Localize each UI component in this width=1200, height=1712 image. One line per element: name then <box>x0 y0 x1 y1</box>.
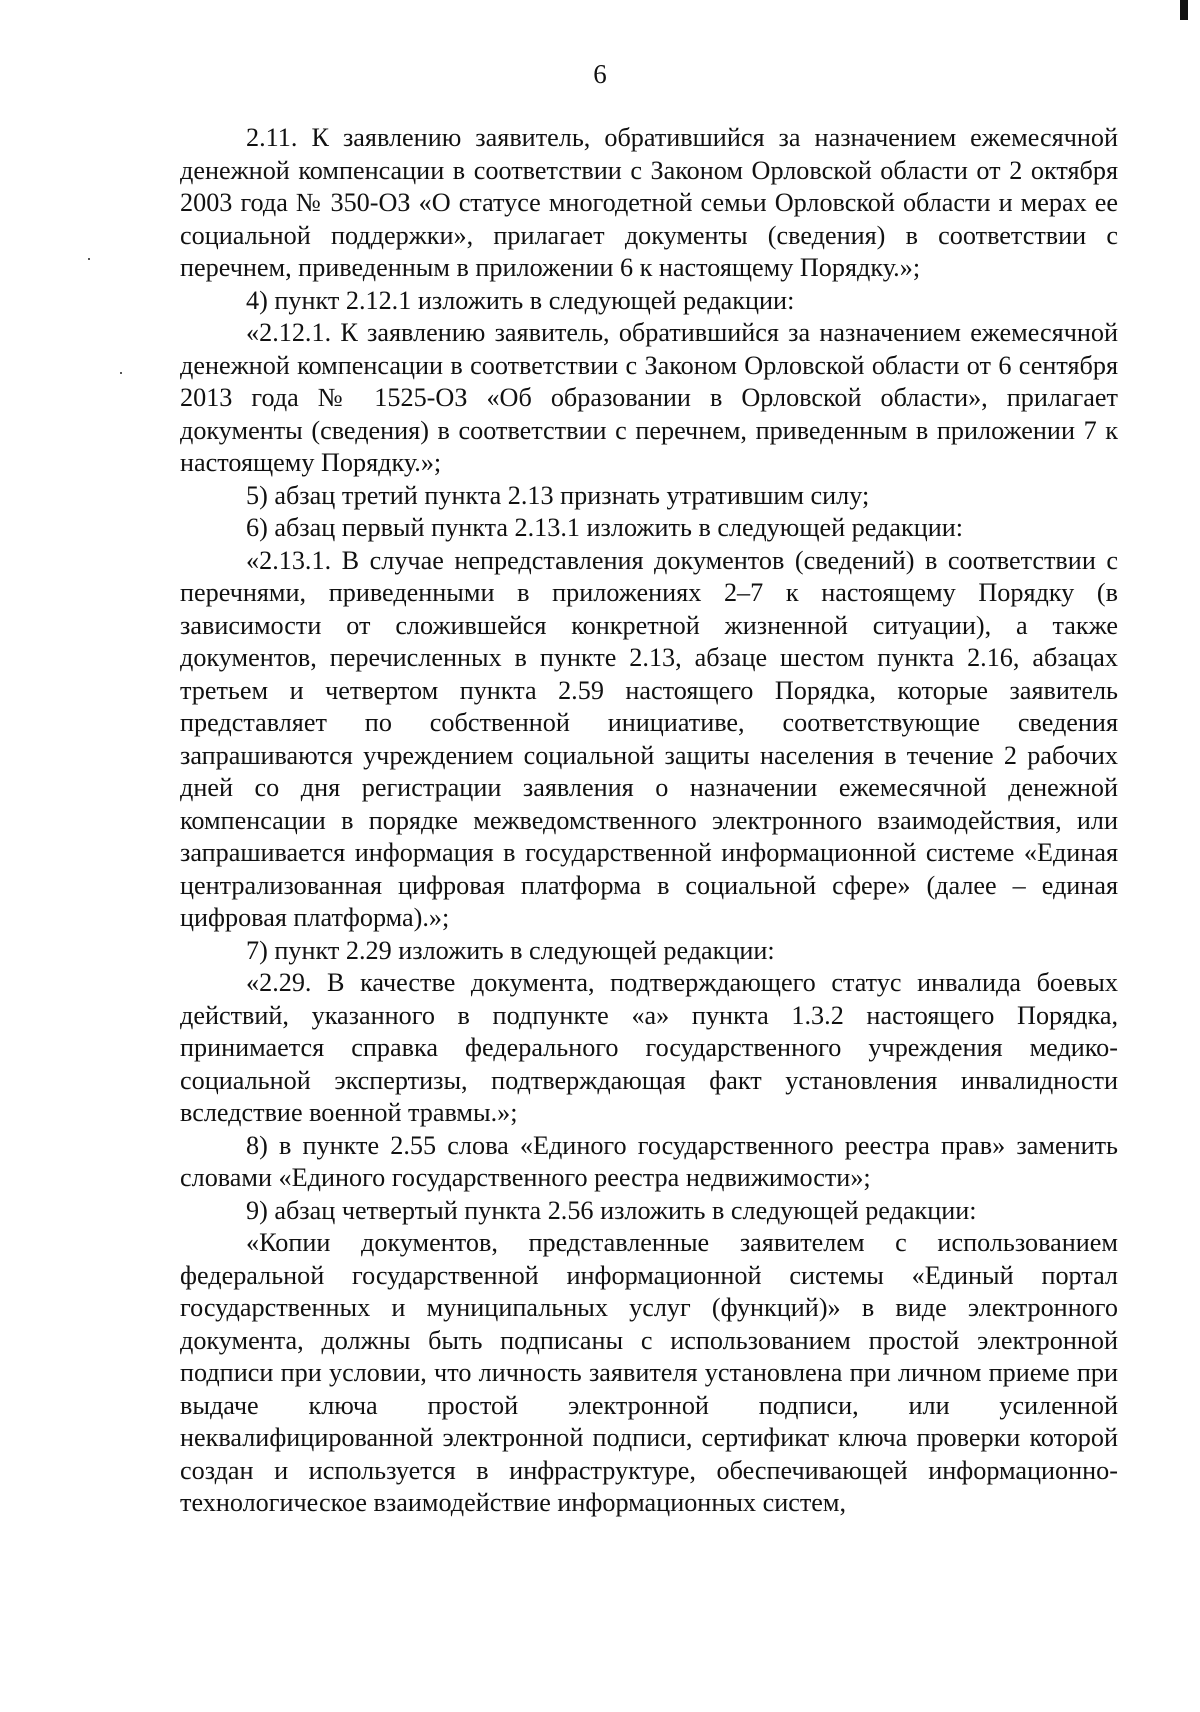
paragraph-2-56-quote: «Копии документов, представленные заявителем с использованием федеральной государственной информационной системы «Единый портал государственных и муниципальных услуг (функций)» в виде электронного документа, должны быть подписаны с использованием простой электронной подписи при условии, что личность заявителя установлена при личном приеме при выдаче ключа простой электронной подписи, или усиленной неквалифицированной электронной подписи, сертификат ключа проверки которой создан и используется в инфраструктуре, обеспечивающей информационно-технологическое взаимодействие информационных систем, <box>180 1228 1118 1517</box>
paragraph-2-13-1: «2.13.1. В случае непредставления документов (сведений) в соответствии с перечнями, приведенными в приложениях 2–7 к настоящему Порядку (в зависимости от сложившейся конкретной жизненной ситуации), а также документов, перечисленных в пункте 2.13, абзаце шестом пункта 2.16, абзацах третьем и четвертом пункта 2.59 настоящего Порядка, которые заявитель представляет по собственной инициативе, соответствующие сведения запрашиваются учреждением социальной защиты населения в течение 2 рабочих дней со дня регистрации заявления о назначении ежемесячной денежной компенсации в порядке межведомственного электронного взаимодействия, или запрашивается информация в государственной информационной системе «Единая централизованная цифровая платформа в социальной сфере» (далее – единая цифровая платформа).»; <box>180 545 1118 932</box>
paragraph-item-4: 4) пункт 2.12.1 изложить в следующей редакции: <box>246 285 795 315</box>
page-number: 6 <box>593 59 607 89</box>
document-body <box>180 122 1118 1520</box>
paragraph-2-12-1: «2.12.1. К заявлению заявитель, обратившийся за назначением ежемесячной денежной компенсации в соответствии с Законом Орловской области от 6 сентября 2013 года № 1525-ОЗ «Об образовании в Орловской области», прилагает документы (сведения) в соответствии с перечнем, приведенным в приложении 7 к настоящему Порядку.»; <box>180 318 1118 477</box>
paragraph-2-29: «2.29. В качестве документа, подтверждающего статус инвалида боевых действий, указанного в подпункте «а» пункта 1.3.2 настоящего Порядка, принимается справка федерального государственного учреждения медико-социальной экспертизы, подтверждающая факт установления инвалидности вследствие военной травмы.»; <box>180 968 1118 1127</box>
scan-corner-mark <box>1180 0 1188 20</box>
paragraph-item-8: 8) в пункте 2.55 слова «Единого государственного реестра прав» заменить словами «Единого государственного реестра недвижимости»; <box>180 1130 1118 1192</box>
paragraph-2-11: 2.11. К заявлению заявитель, обратившийся за назначением ежемесячной денежной компенсации в соответствии с Законом Орловской области от 2 октября 2003 года № 350-ОЗ «О статусе многодетной семьи Орловской области и мерах ее социальной поддержки», прилагает документы (сведения) в соответствии с перечнем, приведенным в приложении 6 к настоящему Порядку.»; <box>180 123 1118 282</box>
paragraph-item-7: 7) пункт 2.29 изложить в следующей редакции: <box>246 935 775 965</box>
paragraph-item-6: 6) абзац первый пункта 2.13.1 изложить в следующей редакции: <box>246 513 964 542</box>
scan-speck <box>88 258 90 260</box>
paragraph-item-9: 9) абзац четвертый пункта 2.56 изложить в следующей редакции: <box>246 1195 977 1225</box>
scan-speck <box>120 372 122 374</box>
paragraph-item-5: 5) абзац третий пункта 2.13 признать утратившим силу; <box>246 480 870 510</box>
